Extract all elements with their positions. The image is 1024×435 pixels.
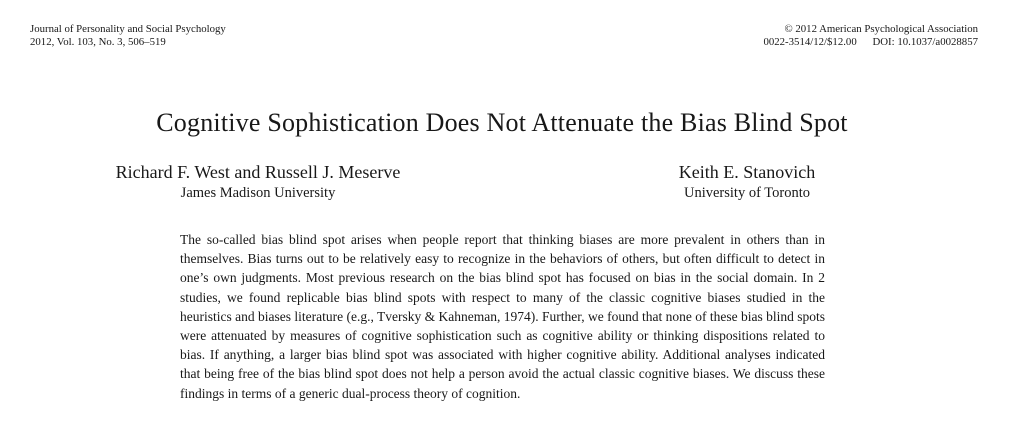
author-block: [516, 162, 978, 201]
journal-masthead: [30, 23, 978, 48]
author-affiliation: University of Toronto: [684, 185, 810, 201]
journal-name: Journal of Personality and Social Psychology: [30, 23, 226, 35]
issn-doi-line: [763, 36, 978, 49]
abstract-text: The so-called bias blind spot arises when people report that thinking biases are more prevalent in others than in themselves. Bias turns out to be relatively easy to recognize in the behaviors of others, but often difficult to detect in one’s own judgments. Most previous research on the bias blind spot has focused on bias in the social domain. In 2 studies, we found replicable bias blind spots with respect to many of the classic cognitive biases studied in the heuristics and biases literature (e.g., Tversky & Kahneman, 1974). Further, we found that none of these bias blind spots were attenuated by measures of cognitive sophistication such as cognitive ability or thinking dispositions related to bias. If anything, a larger bias blind spot was associated with higher cognitive ability. Additional analyses indicated that being free of the bias blind spot does not help a person avoid the actual classic cognitive biases. We discuss these findings in terms of a generic dual-process theory of cognition.: [180, 232, 825, 401]
author-names: Keith E. Stanovich: [678, 162, 816, 182]
copyright-info: [763, 23, 978, 48]
journal-issue: 2012, Vol. 103, No. 3, 506–519: [30, 35, 166, 48]
doi-text: DOI: 10.1037/a0028857: [872, 35, 978, 48]
authors-section: [0, 162, 978, 201]
paper-title: Cognitive Sophistication Does Not Attenuate the Bias Blind Spot: [156, 108, 848, 138]
issn-price: 0022-3514/12/$12.00: [763, 35, 857, 48]
author-block: [0, 162, 516, 201]
copyright-line: © 2012 American Psychological Association: [784, 23, 978, 35]
author-names: Richard F. West and Russell J. Meserve: [115, 162, 401, 182]
author-affiliation: James Madison University: [180, 185, 336, 201]
journal-info: [30, 23, 226, 48]
